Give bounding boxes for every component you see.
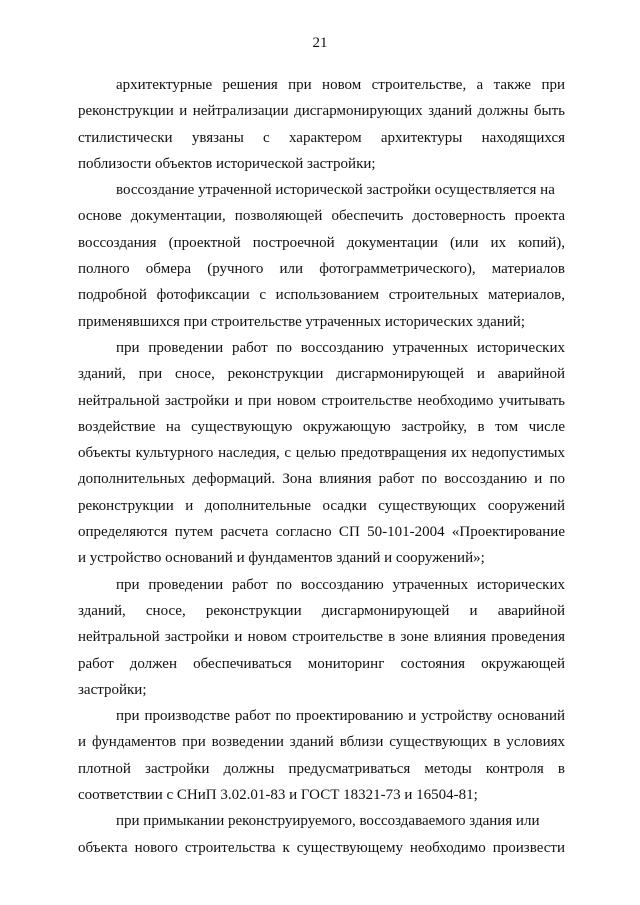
text-line: работ должен обеспечиваться мониторинг состояния окружающей bbox=[78, 655, 565, 672]
paragraph bbox=[78, 703, 565, 808]
text-line: стилистически увязаны с характером архитектуры находящихся bbox=[78, 129, 565, 146]
text-line: нейтральной застройки и при новом строительстве необходимо учитывать bbox=[78, 392, 565, 409]
paragraph bbox=[78, 572, 565, 703]
text-line: архитектурные решения при новом строительстве, а также при bbox=[116, 77, 565, 93]
text-line: застройки; bbox=[78, 681, 147, 698]
text-line: реконструкции и нейтрализации дисгармонирующих зданий должны быть bbox=[78, 103, 565, 120]
text-line: плотной застройки должны предусматриваться методы контроля в bbox=[78, 760, 565, 777]
paragraph bbox=[78, 72, 565, 177]
text-line: зданий, при сносе, реконструкции дисгармонирующей и аварийной bbox=[78, 366, 565, 383]
text-line: определяются путем расчета согласно СП 50-101-2004 «Проектирование bbox=[78, 524, 565, 541]
paragraph bbox=[78, 808, 565, 861]
text-line: воздействие на существующую окружающую застройку, в том числе bbox=[78, 418, 565, 435]
text-line: применявшихся при строительстве утраченных исторических зданий; bbox=[78, 313, 525, 330]
text-line: полного обмера (ручного или фотограмметрического), материалов bbox=[78, 261, 565, 278]
text-line: при проведении работ по воссозданию утраченных исторических bbox=[116, 339, 565, 356]
text-line: зданий, сносе, реконструкции дисгармонирующей и аварийной bbox=[78, 602, 565, 619]
paragraph bbox=[78, 335, 565, 572]
text-line: объекта нового строительства к существующему необходимо произвести bbox=[78, 839, 565, 856]
text-line: воссоздание утраченной исторической застройки осуществляется на bbox=[116, 182, 555, 199]
text-line: воссоздания (проектной построечной документации (или их копий), bbox=[78, 234, 565, 251]
text-line: поблизости объектов исторической застройки; bbox=[78, 155, 376, 172]
paragraph bbox=[78, 177, 565, 335]
text-line: реконструкции и дополнительные осадки существующих сооружений bbox=[78, 497, 565, 514]
text-line: объекты культурного наследия, с целью предотвращения их недопустимых bbox=[78, 445, 565, 462]
text-line: основе документации, позволяющей обеспечить достоверность проекта bbox=[78, 208, 565, 225]
text-line: соответствии с СНиП 3.02.01-83 и ГОСТ 18321-73 и 16504-81; bbox=[78, 787, 478, 804]
text-line: при примыкании реконструируемого, воссоздаваемого здания или bbox=[116, 813, 540, 830]
text-line: при проведении работ по воссозданию утраченных исторических bbox=[116, 576, 565, 593]
page-number: 21 bbox=[312, 35, 328, 51]
text-line: подробной фотофиксации с использованием строительных материалов, bbox=[78, 287, 565, 304]
body-text bbox=[78, 72, 565, 861]
text-line: нейтральной застройки и новом строительстве в зоне влияния проведения bbox=[78, 629, 565, 646]
text-line: и устройство оснований и фундаментов зданий и сооружений»; bbox=[78, 550, 485, 567]
text-line: и фундаментов при возведении зданий вблизи существующих в условиях bbox=[78, 734, 565, 751]
text-line: при производстве работ по проектированию и устройству оснований bbox=[116, 708, 565, 725]
text-line: дополнительных деформаций. Зона влияния работ по воссозданию и по bbox=[78, 471, 565, 488]
